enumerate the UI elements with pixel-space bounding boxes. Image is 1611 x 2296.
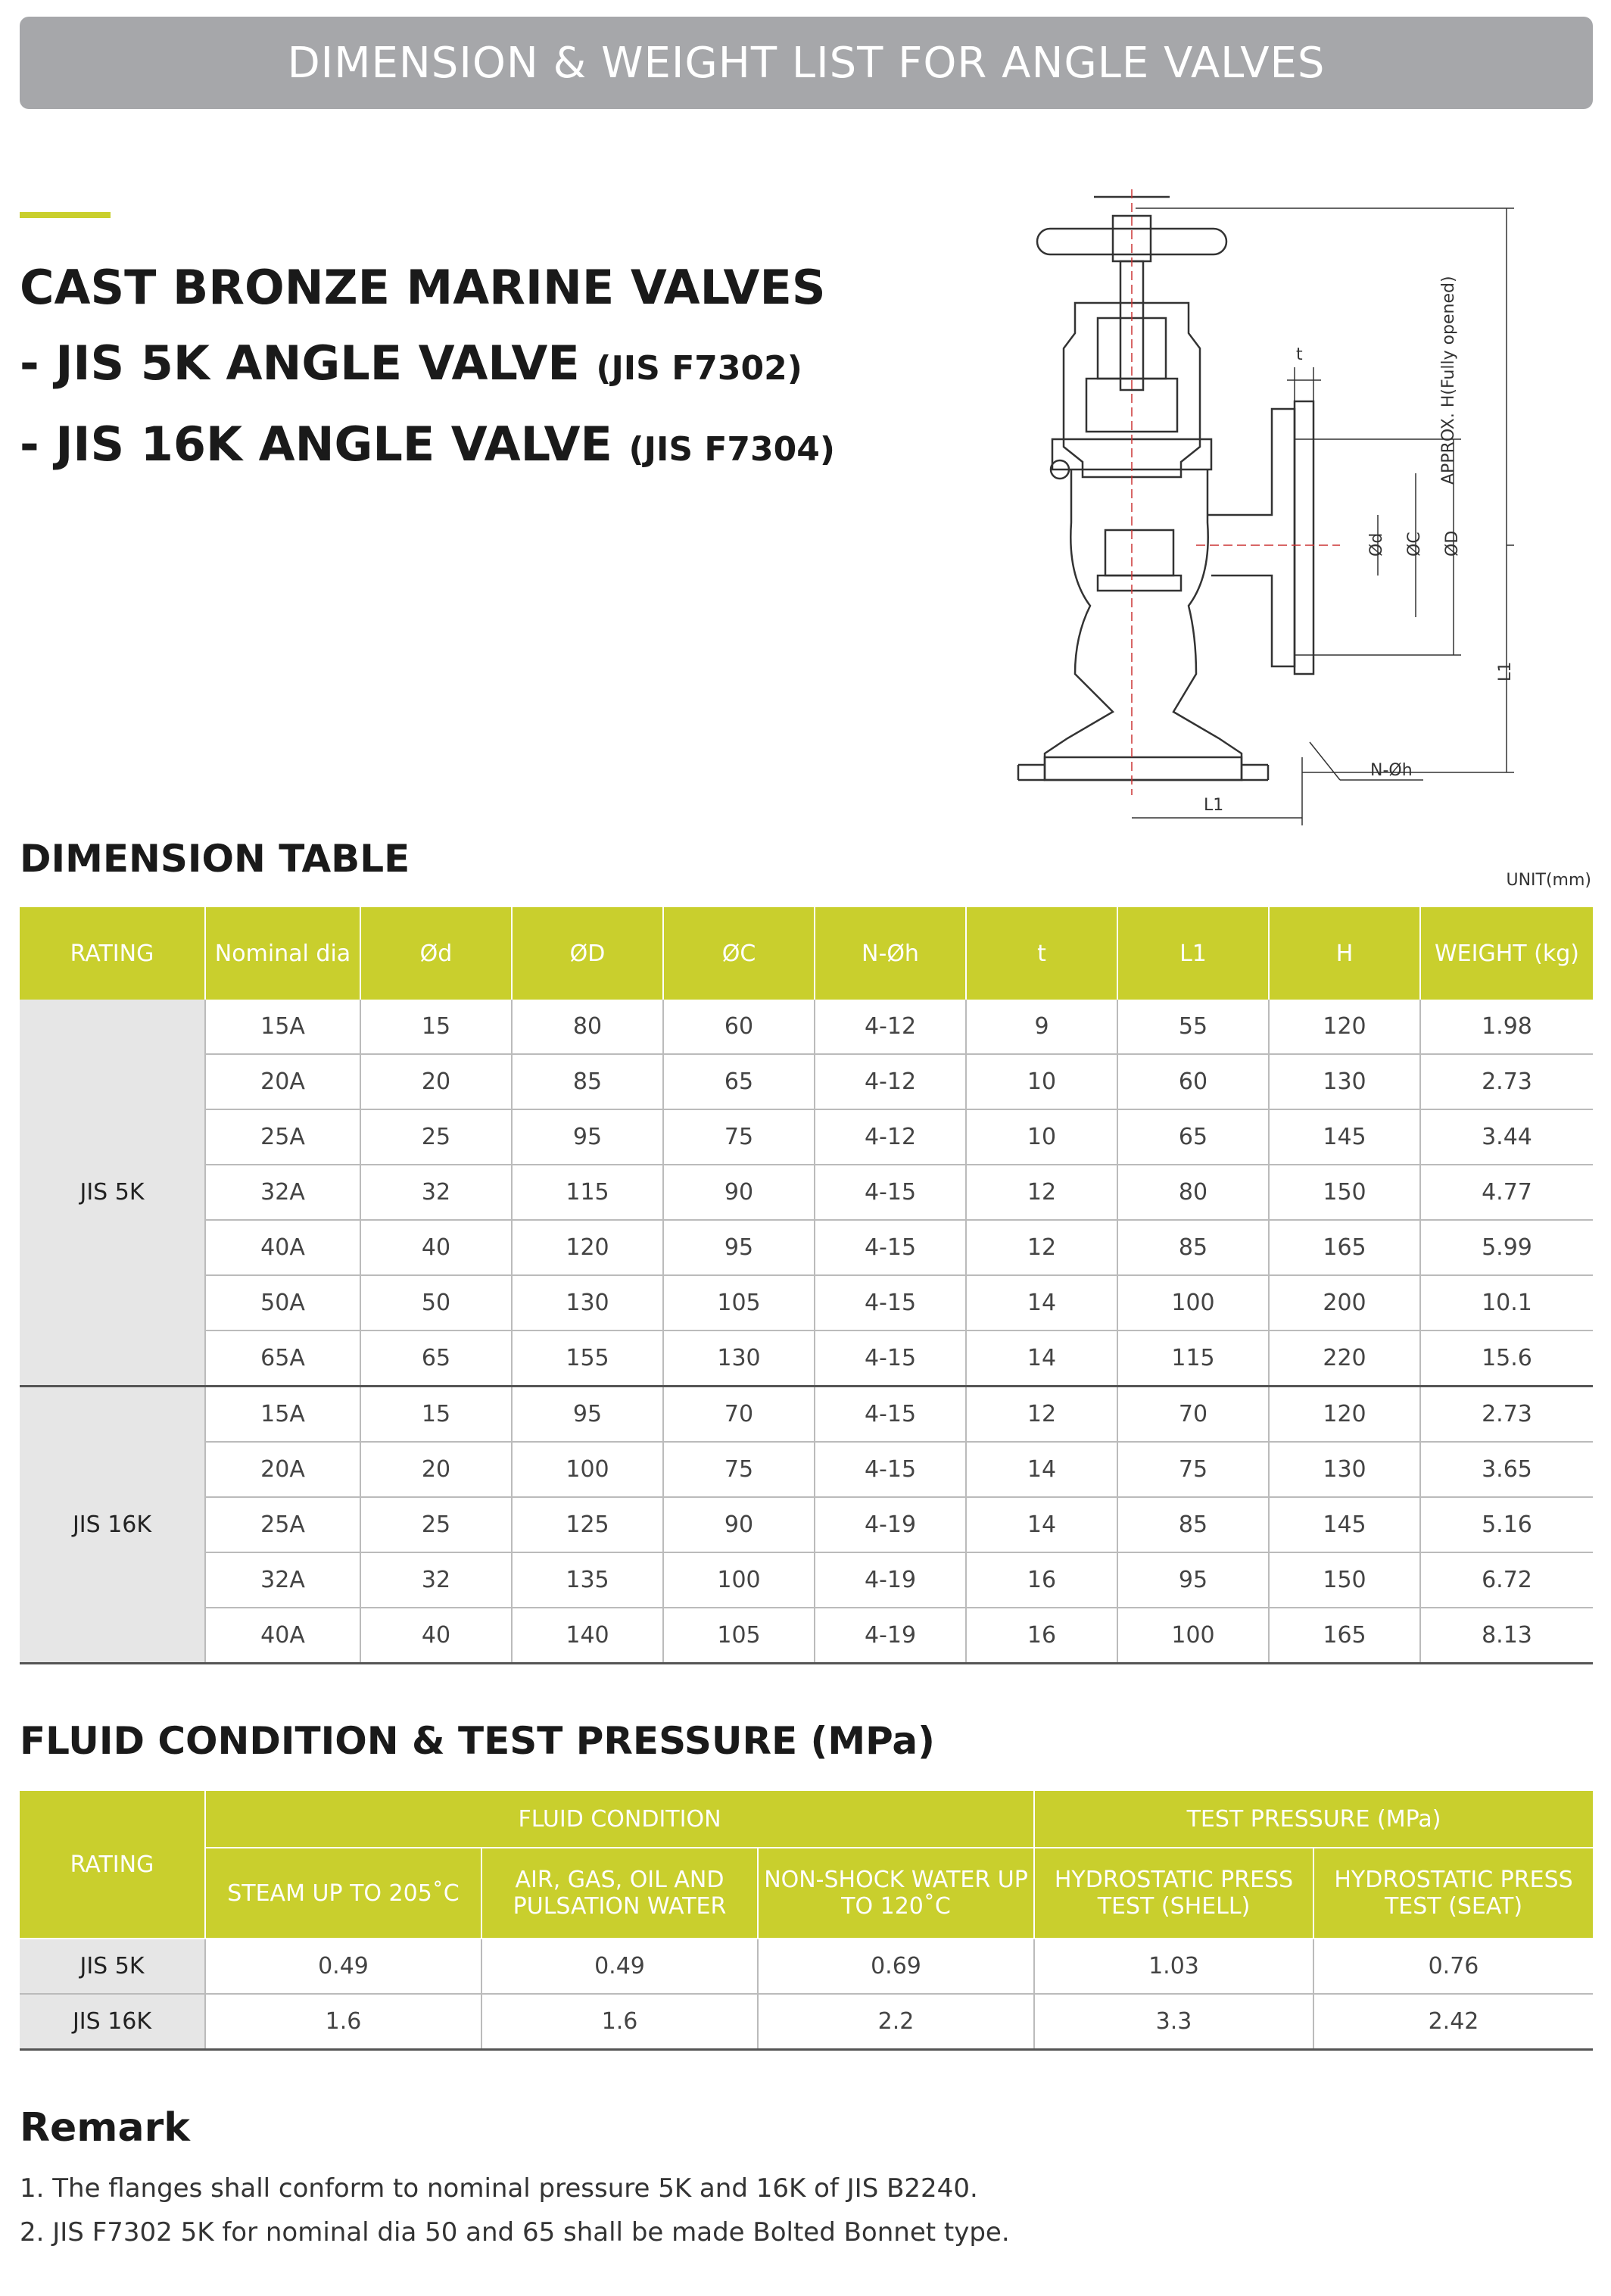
table-row bbox=[20, 1442, 1593, 1497]
table-cell: 165 bbox=[1269, 1220, 1420, 1275]
table-cell: 40A bbox=[205, 1220, 360, 1275]
table-cell: 145 bbox=[1269, 1109, 1420, 1165]
table-cell: 100 bbox=[663, 1552, 815, 1608]
table-row bbox=[20, 1387, 1593, 1443]
table-cell: 4-15 bbox=[815, 1387, 966, 1443]
table-cell: 14 bbox=[966, 1497, 1117, 1552]
diagram-label-approx-h: APPROX. H(Fully opened) bbox=[1439, 276, 1458, 485]
table-cell: 16 bbox=[966, 1552, 1117, 1608]
dimension-table bbox=[20, 907, 1593, 1664]
fluid-rating-16k: JIS 16K bbox=[20, 1994, 205, 2050]
header-t: t bbox=[966, 907, 1117, 1000]
table-cell: 4-12 bbox=[815, 1054, 966, 1109]
table-cell: 15.6 bbox=[1420, 1330, 1593, 1387]
table-cell: 80 bbox=[512, 1000, 663, 1054]
table-cell: 4-19 bbox=[815, 1552, 966, 1608]
table-cell: 25 bbox=[360, 1109, 512, 1165]
table-cell: 120 bbox=[1269, 1000, 1420, 1054]
table-cell: 130 bbox=[512, 1275, 663, 1330]
rating-cell: JIS 5K bbox=[20, 1000, 205, 1387]
table-row bbox=[20, 1165, 1593, 1220]
header-rating: RATING bbox=[20, 907, 205, 1000]
table-cell: 100 bbox=[512, 1442, 663, 1497]
table-cell: 95 bbox=[1117, 1552, 1269, 1608]
table-cell: 32A bbox=[205, 1552, 360, 1608]
diagram-label-noh: N-Øh bbox=[1370, 761, 1413, 780]
fluid-header-fluid-condition: FLUID CONDITION bbox=[205, 1791, 1034, 1848]
table-row bbox=[20, 1608, 1593, 1664]
table-cell: 1.98 bbox=[1420, 1000, 1593, 1054]
fluid-sub-non-shock: NON-SHOCK WATER UP TO 120˚C bbox=[758, 1848, 1034, 1939]
remark-title: Remark bbox=[20, 2105, 190, 2151]
table-cell: 4-15 bbox=[815, 1275, 966, 1330]
table-cell: 60 bbox=[663, 1000, 815, 1054]
table-cell: 15 bbox=[360, 1387, 512, 1443]
table-cell: 32 bbox=[360, 1552, 512, 1608]
table-cell: 165 bbox=[1269, 1608, 1420, 1664]
fluid-cell: 0.69 bbox=[758, 1939, 1034, 1994]
table-cell: 25A bbox=[205, 1109, 360, 1165]
table-cell: 9 bbox=[966, 1000, 1117, 1054]
dimension-header-row bbox=[20, 907, 1593, 1000]
table-cell: 130 bbox=[1269, 1054, 1420, 1109]
table-cell: 50A bbox=[205, 1275, 360, 1330]
remark-item-2: 2. JIS F7302 5K for nominal dia 50 and 65 shall be made Bolted Bonnet type. bbox=[20, 2217, 1010, 2248]
table-cell: 3.44 bbox=[1420, 1109, 1593, 1165]
table-cell: 20 bbox=[360, 1054, 512, 1109]
fluid-table-title: FLUID CONDITION & TEST PRESSURE (MPa) bbox=[20, 1719, 936, 1763]
table-cell: 90 bbox=[663, 1497, 815, 1552]
fluid-table bbox=[20, 1791, 1593, 2051]
fluid-row-5k bbox=[20, 1939, 1593, 1994]
angle-valve-diagram bbox=[984, 182, 1529, 833]
table-cell: 85 bbox=[1117, 1497, 1269, 1552]
fluid-header-row-1 bbox=[20, 1791, 1593, 1848]
table-cell: 4-19 bbox=[815, 1608, 966, 1664]
header-od-small: Ød bbox=[360, 907, 512, 1000]
table-row bbox=[20, 1054, 1593, 1109]
table-cell: 8.13 bbox=[1420, 1608, 1593, 1664]
fluid-cell: 0.49 bbox=[481, 1939, 758, 1994]
table-cell: 155 bbox=[512, 1330, 663, 1387]
table-cell: 40A bbox=[205, 1608, 360, 1664]
header-od-big: ØD bbox=[512, 907, 663, 1000]
table-cell: 3.65 bbox=[1420, 1442, 1593, 1497]
table-cell: 4-12 bbox=[815, 1000, 966, 1054]
table-cell: 100 bbox=[1117, 1275, 1269, 1330]
table-cell: 60 bbox=[1117, 1054, 1269, 1109]
table-cell: 12 bbox=[966, 1220, 1117, 1275]
fluid-cell: 2.42 bbox=[1313, 1994, 1593, 2050]
table-cell: 135 bbox=[512, 1552, 663, 1608]
table-cell: 16 bbox=[966, 1608, 1117, 1664]
table-cell: 4-15 bbox=[815, 1220, 966, 1275]
header-l1: L1 bbox=[1117, 907, 1269, 1000]
table-cell: 50 bbox=[360, 1275, 512, 1330]
table-cell: 70 bbox=[663, 1387, 815, 1443]
header-nominal-dia: Nominal dia bbox=[205, 907, 360, 1000]
table-cell: 65A bbox=[205, 1330, 360, 1387]
table-cell: 75 bbox=[663, 1109, 815, 1165]
diagram-label-l1-vertical: L1 bbox=[1496, 661, 1515, 682]
table-cell: 95 bbox=[512, 1109, 663, 1165]
title-line-3: - JIS 16K ANGLE VALVE (JIS F7304) bbox=[20, 416, 835, 472]
table-cell: 125 bbox=[512, 1497, 663, 1552]
diagram-label-l1-bottom: L1 bbox=[1204, 796, 1224, 815]
table-cell: 4-15 bbox=[815, 1442, 966, 1497]
table-cell: 70 bbox=[1117, 1387, 1269, 1443]
title-block bbox=[20, 250, 835, 488]
remark-item-1: 1. The flanges shall conform to nominal pressure 5K and 16K of JIS B2240. bbox=[20, 2173, 978, 2204]
table-cell: 65 bbox=[663, 1054, 815, 1109]
title-line-2: - JIS 5K ANGLE VALVE (JIS F7302) bbox=[20, 335, 802, 391]
fluid-header-row-2 bbox=[20, 1848, 1593, 1939]
table-row bbox=[20, 1220, 1593, 1275]
fluid-row-16k bbox=[20, 1994, 1593, 2050]
table-cell: 25A bbox=[205, 1497, 360, 1552]
table-row bbox=[20, 1275, 1593, 1330]
table-cell: 20A bbox=[205, 1054, 360, 1109]
table-cell: 10 bbox=[966, 1109, 1117, 1165]
table-cell: 85 bbox=[1117, 1220, 1269, 1275]
table-row bbox=[20, 1497, 1593, 1552]
table-cell: 14 bbox=[966, 1442, 1117, 1497]
rating-cell: JIS 16K bbox=[20, 1387, 205, 1664]
table-cell: 4-15 bbox=[815, 1330, 966, 1387]
table-row bbox=[20, 1552, 1593, 1608]
table-cell: 5.99 bbox=[1420, 1220, 1593, 1275]
table-cell: 115 bbox=[1117, 1330, 1269, 1387]
diagram-label-t: t bbox=[1296, 345, 1303, 364]
table-cell: 80 bbox=[1117, 1165, 1269, 1220]
fluid-header-test-pressure: TEST PRESSURE (MPa) bbox=[1034, 1791, 1593, 1848]
table-cell: 14 bbox=[966, 1275, 1117, 1330]
table-cell: 4-19 bbox=[815, 1497, 966, 1552]
table-cell: 95 bbox=[512, 1387, 663, 1443]
table-cell: 15A bbox=[205, 1000, 360, 1054]
fluid-sub-seat: HYDROSTATIC PRESS TEST (SEAT) bbox=[1313, 1848, 1593, 1939]
table-cell: 5.16 bbox=[1420, 1497, 1593, 1552]
table-cell: 65 bbox=[360, 1330, 512, 1387]
table-cell: 10.1 bbox=[1420, 1275, 1593, 1330]
table-cell: 20A bbox=[205, 1442, 360, 1497]
table-cell: 105 bbox=[663, 1275, 815, 1330]
fluid-cell: 0.49 bbox=[205, 1939, 481, 1994]
header-noh: N-Øh bbox=[815, 907, 966, 1000]
table-cell: 15 bbox=[360, 1000, 512, 1054]
fluid-cell: 2.2 bbox=[758, 1994, 1034, 2050]
table-cell: 15A bbox=[205, 1387, 360, 1443]
table-cell: 10 bbox=[966, 1054, 1117, 1109]
table-cell: 55 bbox=[1117, 1000, 1269, 1054]
fluid-cell: 1.6 bbox=[481, 1994, 758, 2050]
fluid-sub-air-gas: AIR, GAS, OIL AND PULSATION WATER bbox=[481, 1848, 758, 1939]
table-cell: 2.73 bbox=[1420, 1054, 1593, 1109]
table-cell: 120 bbox=[512, 1220, 663, 1275]
header-h: H bbox=[1269, 907, 1420, 1000]
table-cell: 12 bbox=[966, 1387, 1117, 1443]
fluid-header-rating: RATING bbox=[20, 1791, 205, 1939]
table-cell: 4.77 bbox=[1420, 1165, 1593, 1220]
diagram-label-od-big: ØD bbox=[1443, 530, 1462, 557]
table-cell: 100 bbox=[1117, 1608, 1269, 1664]
table-row bbox=[20, 1109, 1593, 1165]
fluid-sub-shell: HYDROSTATIC PRESS TEST (SHELL) bbox=[1034, 1848, 1313, 1939]
table-cell: 32A bbox=[205, 1165, 360, 1220]
header-oc: ØC bbox=[663, 907, 815, 1000]
fluid-sub-steam: STEAM UP TO 205˚C bbox=[205, 1848, 481, 1939]
dimension-table-title: DIMENSION TABLE bbox=[20, 837, 410, 881]
table-cell: 40 bbox=[360, 1220, 512, 1275]
table-cell: 220 bbox=[1269, 1330, 1420, 1387]
title-line-1: CAST BRONZE MARINE VALVES bbox=[20, 260, 826, 315]
diagram-label-oc: ØC bbox=[1405, 532, 1424, 557]
table-cell: 130 bbox=[663, 1330, 815, 1387]
fluid-cell: 3.3 bbox=[1034, 1994, 1313, 2050]
table-cell: 40 bbox=[360, 1608, 512, 1664]
table-cell: 90 bbox=[663, 1165, 815, 1220]
accent-line bbox=[20, 212, 111, 218]
diagram-label-od-small: Ød bbox=[1367, 532, 1386, 557]
table-cell: 4-12 bbox=[815, 1109, 966, 1165]
page-banner: DIMENSION & WEIGHT LIST FOR ANGLE VALVES bbox=[20, 17, 1593, 109]
table-row bbox=[20, 1330, 1593, 1387]
table-cell: 150 bbox=[1269, 1552, 1420, 1608]
table-cell: 12 bbox=[966, 1165, 1117, 1220]
table-cell: 150 bbox=[1269, 1165, 1420, 1220]
fluid-cell: 1.6 bbox=[205, 1994, 481, 2050]
table-cell: 140 bbox=[512, 1608, 663, 1664]
fluid-rating-5k: JIS 5K bbox=[20, 1939, 205, 1994]
table-cell: 145 bbox=[1269, 1497, 1420, 1552]
unit-label: UNIT(mm) bbox=[1506, 871, 1591, 890]
table-cell: 65 bbox=[1117, 1109, 1269, 1165]
table-cell: 25 bbox=[360, 1497, 512, 1552]
table-cell: 85 bbox=[512, 1054, 663, 1109]
table-cell: 120 bbox=[1269, 1387, 1420, 1443]
table-cell: 75 bbox=[1117, 1442, 1269, 1497]
table-cell: 20 bbox=[360, 1442, 512, 1497]
table-cell: 14 bbox=[966, 1330, 1117, 1387]
table-cell: 95 bbox=[663, 1220, 815, 1275]
table-cell: 130 bbox=[1269, 1442, 1420, 1497]
fluid-cell: 1.03 bbox=[1034, 1939, 1313, 1994]
fluid-cell: 0.76 bbox=[1313, 1939, 1593, 1994]
table-cell: 2.73 bbox=[1420, 1387, 1593, 1443]
table-cell: 75 bbox=[663, 1442, 815, 1497]
table-row bbox=[20, 1000, 1593, 1054]
header-weight: WEIGHT (kg) bbox=[1420, 907, 1593, 1000]
table-cell: 6.72 bbox=[1420, 1552, 1593, 1608]
table-cell: 200 bbox=[1269, 1275, 1420, 1330]
table-cell: 32 bbox=[360, 1165, 512, 1220]
table-cell: 115 bbox=[512, 1165, 663, 1220]
table-cell: 4-15 bbox=[815, 1165, 966, 1220]
table-cell: 105 bbox=[663, 1608, 815, 1664]
